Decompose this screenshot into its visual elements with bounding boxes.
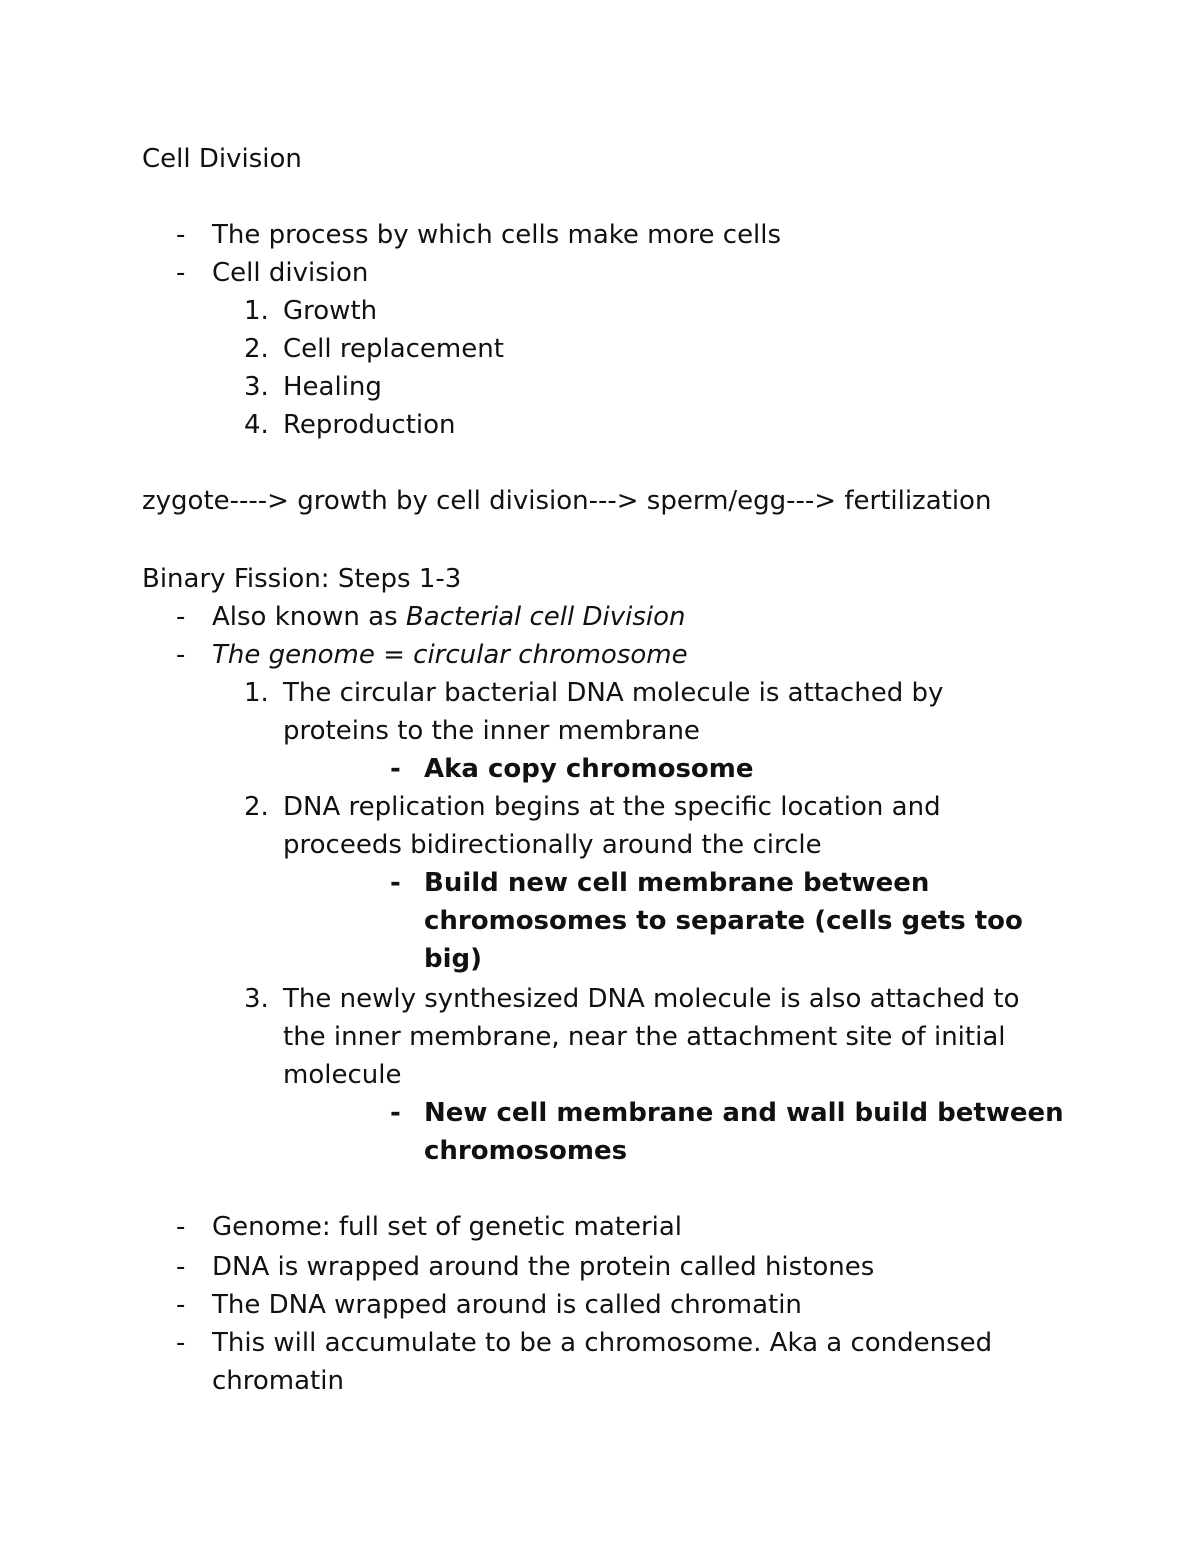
list-number: 4. [244,410,269,440]
list-number: 2. [244,334,269,364]
step-text: The newly synthesized DNA molecule is also attached to [283,984,1020,1014]
page-title: Cell Division [142,144,302,174]
bullet-prefix: Also known as [212,602,406,632]
step-note: chromosomes to separate (cells gets too [424,906,1023,936]
step-note: Build new cell membrane between [424,868,930,898]
step-note: big) [424,944,483,974]
bullet-text: The DNA wrapped around is called chromatin [212,1290,802,1320]
list-number: 3. [244,984,269,1014]
step-text: molecule [283,1060,402,1090]
bullet-text: Genome: full set of genetic material [212,1212,683,1242]
step-note: New cell membrane and wall build between [424,1098,1064,1128]
step-note: Aka copy chromosome [424,754,754,784]
bullet-italic: The genome = circular chromosome [212,640,688,670]
list-number: 1. [244,678,269,708]
step-text: the inner membrane, near the attachment site of initial [283,1022,1006,1052]
note-dash: - [390,754,401,784]
note-dash: - [390,1098,401,1128]
bullet-text: chromatin [212,1366,344,1396]
step-text: The circular bacterial DNA molecule is attached by [283,678,944,708]
bullet-dash: - [176,258,186,288]
bullet-text: The process by which cells make more cells [212,220,782,250]
bullet-dash: - [176,1212,186,1242]
bullet-dash: - [176,1328,186,1358]
bullet-text: DNA is wrapped around the protein called histones [212,1252,875,1282]
bullet-dash: - [176,220,186,250]
list-number: 3. [244,372,269,402]
bullet-dash: - [176,602,186,632]
list-number: 1. [244,296,269,326]
bullet-italic: Bacterial cell Division [405,602,686,632]
list-item: Cell replacement [283,334,504,364]
bullet-dash: - [176,1252,186,1282]
bullet-text: Cell division [212,258,369,288]
bullet-dash: - [176,640,186,670]
step-text: proteins to the inner membrane [283,716,700,746]
list-item: Healing [283,372,382,402]
list-item: Growth [283,296,378,326]
bullet-dash: - [176,1290,186,1320]
list-number: 2. [244,792,269,822]
bullet-text: This will accumulate to be a chromosome. Aka a condensed [212,1328,993,1358]
note-dash: - [390,868,401,898]
step-note: chromosomes [424,1136,628,1166]
bullet-text [212,598,686,636]
section-heading: Binary Fission: Steps 1-3 [142,564,462,594]
step-text: DNA replication begins at the specific location and [283,792,941,822]
step-text: proceeds bidirectionally around the circle [283,830,822,860]
flow-line: zygote----> growth by cell division---> sperm/egg---> fertilization [142,486,992,516]
list-item: Reproduction [283,410,456,440]
